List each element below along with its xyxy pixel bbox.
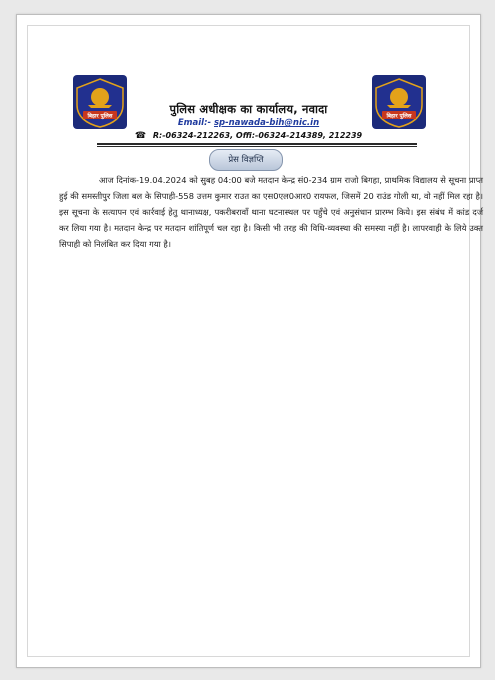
press-release-body xyxy=(59,172,483,252)
header-divider-thin xyxy=(97,146,417,147)
phone-line xyxy=(17,131,480,141)
press-release-badge: प्रेस विज्ञप्ति xyxy=(209,149,283,171)
email-line xyxy=(17,118,480,128)
svg-text:बिहार पुलिस: बिहार पुलिस xyxy=(386,113,412,120)
email-link[interactable]: sp-nawada-bih@nic.in xyxy=(213,118,320,128)
header-divider xyxy=(97,143,417,145)
email-label: Email:- xyxy=(177,118,214,128)
document-page xyxy=(16,14,481,668)
svg-text:बिहार पुलिस: बिहार पुलिस xyxy=(87,113,113,120)
body-paragraph: आज दिनांक-19.04.2024 को सुबह 04:00 बजे मतदान केन्द्र सं0-234 ग्राम राजो बिगहा, प्राथमिक विद्यालय से सूचना प्राप्त हुई की समस्तीपुर जिला बल के सिपाही-558 उत्तम कुमार राउत का एस0एल0आर0 रायफल, जिसमें 20 राउंड गोली था, वो नहीं मिल रहा है। इस सूचना के सत्यापन एवं कार्रवाई हेतु थानाध्यक्ष, पकरीबरावाँ थाना घटनास्थल पर पहुँचे एवं अनुसंधान प्रारम्भ किये। इस संबंध में कांड दर्ज कर लिया गया है। मतदान केन्द्र पर मतदान शांतिपूर्ण चल रहा है। किसी भी तरह की विधि-व्यवस्था की समस्या नहीं है। लापरवाही के लिये उक्त सिपाही को निलंबित कर दिया गया है। xyxy=(59,175,483,249)
office-title: पुलिस अधीक्षक का कार्यालय, नवादा xyxy=(169,102,328,116)
phone-numbers: R:-06324-212263, Offi:-06324-214389, 212239 xyxy=(152,131,363,140)
telephone-icon: ☎ xyxy=(134,131,147,141)
